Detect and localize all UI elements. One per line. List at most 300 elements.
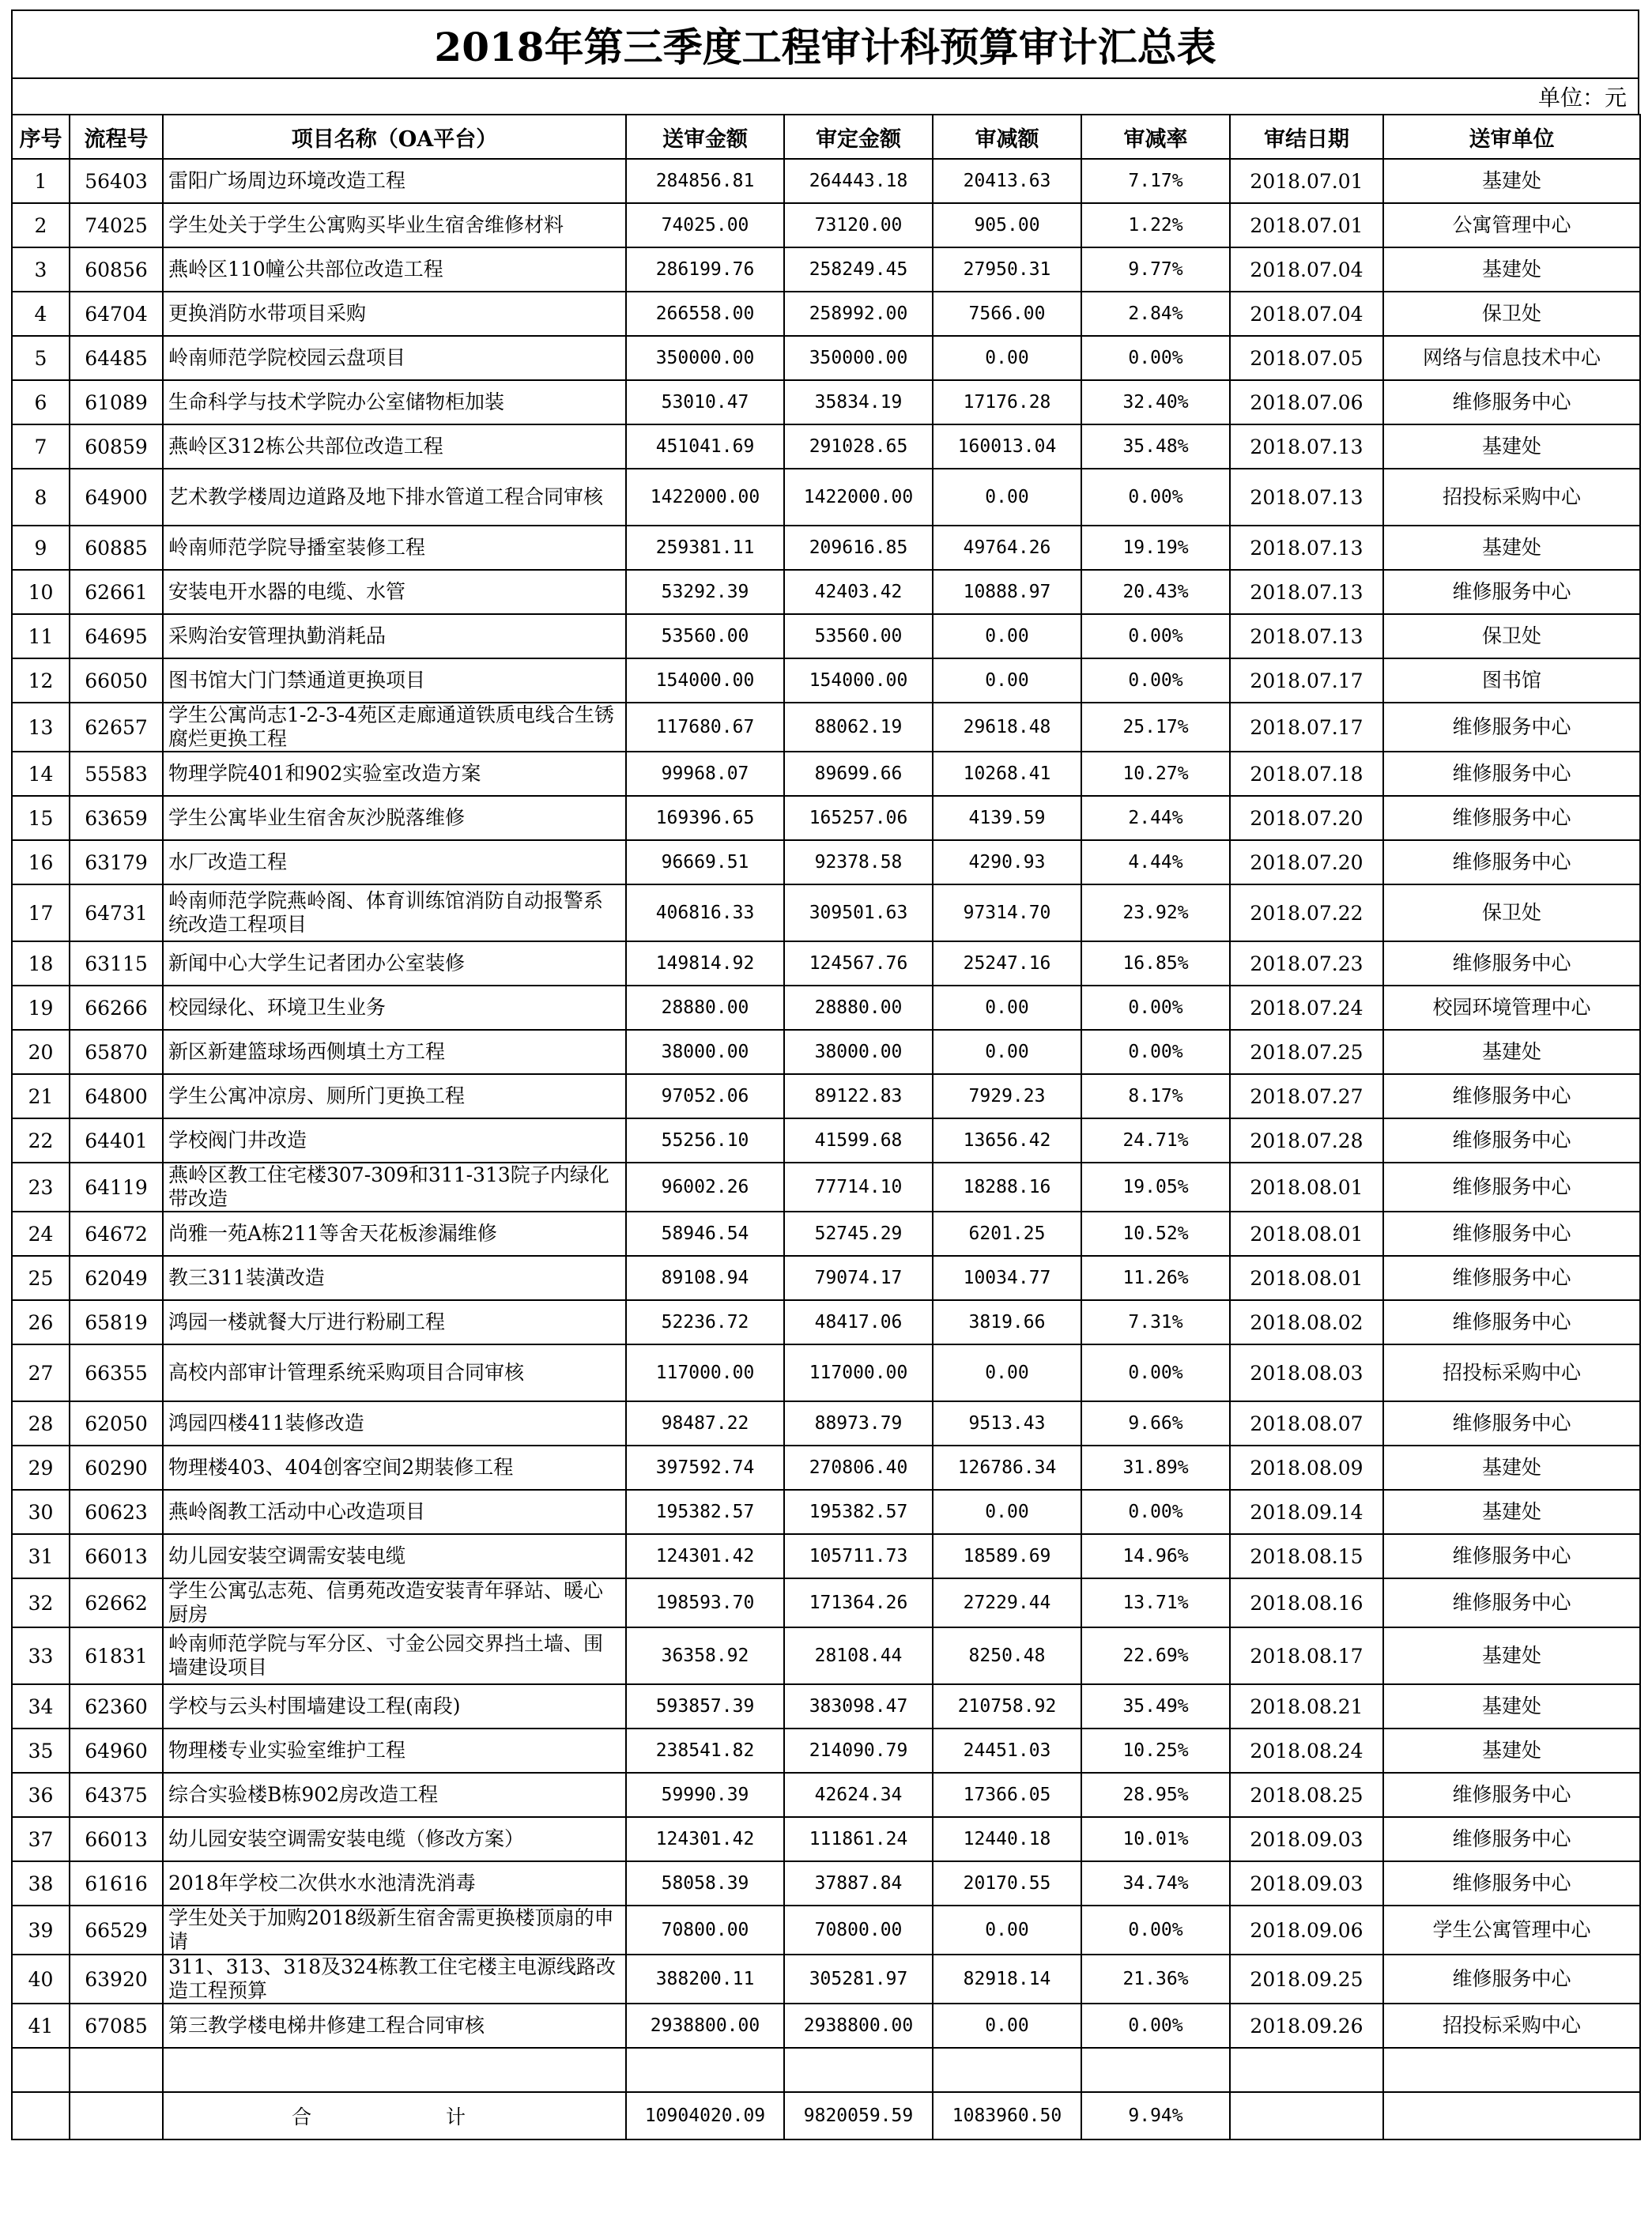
- table-row: [12, 1401, 1640, 1446]
- cell-reduction-rate: 28.95%: [1081, 1773, 1230, 1817]
- cell-flow-no: 64375: [70, 1773, 163, 1817]
- cell-submitted-amount: 286199.76: [626, 247, 784, 292]
- cell-project-name: 岭南师范学院与军分区、寸金公园交界挡土墙、围墙建设项目: [163, 1627, 626, 1684]
- cell-flow-no: 65819: [70, 1300, 163, 1344]
- cell-seq: 7: [12, 424, 70, 469]
- cell-submitted-amount: 52236.72: [626, 1300, 784, 1344]
- total-approved: 9820059.59: [784, 2092, 933, 2139]
- cell-seq: 29: [12, 1446, 70, 1490]
- cell-flow-no: 63115: [70, 941, 163, 986]
- cell-audit-date: 2018.09.25: [1230, 1955, 1383, 2004]
- cell-submitting-unit: 维修服务中心: [1383, 570, 1640, 614]
- cell-submitting-unit: 基建处: [1383, 1729, 1640, 1773]
- table-row: [12, 1256, 1640, 1300]
- cell-seq: 13: [12, 703, 70, 752]
- cell-submitting-unit: 招投标采购中心: [1383, 469, 1640, 526]
- cell-submitting-unit: 维修服务中心: [1383, 1578, 1640, 1627]
- cell-seq: 14: [12, 752, 70, 796]
- cell-flow-no: 66050: [70, 658, 163, 703]
- cell-reduction-amount: 0.00: [933, 336, 1081, 380]
- cell-seq: 5: [12, 336, 70, 380]
- cell-submitting-unit: 维修服务中心: [1383, 1212, 1640, 1256]
- cell-reduction-rate: 0.00%: [1081, 658, 1230, 703]
- cell-seq: 1: [12, 159, 70, 203]
- cell-flow-no: 64900: [70, 469, 163, 526]
- cell-audit-date: 2018.07.20: [1230, 796, 1383, 840]
- cell-project-name: 新闻中心大学生记者团办公室装修: [163, 941, 626, 986]
- cell-approved-amount: 2938800.00: [784, 2004, 933, 2048]
- cell-audit-date: 2018.07.13: [1230, 526, 1383, 570]
- cell-approved-amount: 41599.68: [784, 1118, 933, 1163]
- cell-submitting-unit: 维修服务中心: [1383, 1300, 1640, 1344]
- cell-project-name: 岭南师范学院导播室装修工程: [163, 526, 626, 570]
- cell-seq: 27: [12, 1344, 70, 1401]
- cell-reduction-amount: 7929.23: [933, 1074, 1081, 1118]
- cell-reduction-amount: 20413.63: [933, 159, 1081, 203]
- cell-seq: 40: [12, 1955, 70, 2004]
- table-body: [12, 159, 1640, 2048]
- header-reduction-rate: 审减率: [1081, 115, 1230, 159]
- cell-approved-amount: 77714.10: [784, 1163, 933, 1212]
- cell-approved-amount: 35834.19: [784, 380, 933, 424]
- cell-project-name: 鸿园一楼就餐大厅进行粉刷工程: [163, 1300, 626, 1344]
- cell-approved-amount: 171364.26: [784, 1578, 933, 1627]
- table-row: [12, 658, 1640, 703]
- cell-reduction-rate: 19.19%: [1081, 526, 1230, 570]
- cell-reduction-rate: 35.49%: [1081, 1684, 1230, 1729]
- empty-cell: [163, 2048, 626, 2092]
- cell-reduction-rate: 9.77%: [1081, 247, 1230, 292]
- cell-reduction-amount: 0.00: [933, 1490, 1081, 1534]
- cell-audit-date: 2018.09.03: [1230, 1817, 1383, 1861]
- cell-approved-amount: 70800.00: [784, 1906, 933, 1955]
- cell-submitted-amount: 284856.81: [626, 159, 784, 203]
- cell-submitted-amount: 96669.51: [626, 840, 784, 884]
- table-row: [12, 247, 1640, 292]
- cell-flow-no: 64800: [70, 1074, 163, 1118]
- cell-seq: 26: [12, 1300, 70, 1344]
- cell-seq: 18: [12, 941, 70, 986]
- cell-audit-date: 2018.08.21: [1230, 1684, 1383, 1729]
- cell-submitted-amount: 117680.67: [626, 703, 784, 752]
- cell-project-name: 学生处关于加购2018级新生宿舍需更换楼顶扇的申请: [163, 1906, 626, 1955]
- cell-submitting-unit: 维修服务中心: [1383, 1955, 1640, 2004]
- cell-reduction-amount: 4290.93: [933, 840, 1081, 884]
- cell-reduction-rate: 0.00%: [1081, 469, 1230, 526]
- table-row: [12, 1627, 1640, 1684]
- cell-seq: 4: [12, 292, 70, 336]
- cell-approved-amount: 53560.00: [784, 614, 933, 658]
- cell-reduction-amount: 0.00: [933, 469, 1081, 526]
- cell-reduction-rate: 8.17%: [1081, 1074, 1230, 1118]
- cell-submitting-unit: 维修服务中心: [1383, 1817, 1640, 1861]
- cell-flow-no: 62662: [70, 1578, 163, 1627]
- cell-reduction-amount: 27950.31: [933, 247, 1081, 292]
- table-row: [12, 796, 1640, 840]
- cell-submitted-amount: 388200.11: [626, 1955, 784, 2004]
- total-empty-cell: [1383, 2092, 1640, 2139]
- cell-submitting-unit: 保卫处: [1383, 884, 1640, 941]
- cell-reduction-rate: 10.25%: [1081, 1729, 1230, 1773]
- header-reduction-amount: 审减额: [933, 115, 1081, 159]
- table-row: [12, 1955, 1640, 2004]
- cell-audit-date: 2018.07.17: [1230, 703, 1383, 752]
- cell-flow-no: 66013: [70, 1534, 163, 1578]
- cell-submitted-amount: 117000.00: [626, 1344, 784, 1401]
- cell-audit-date: 2018.07.06: [1230, 380, 1383, 424]
- cell-reduction-amount: 0.00: [933, 1030, 1081, 1074]
- cell-reduction-rate: 34.74%: [1081, 1861, 1230, 1906]
- cell-project-name: 图书馆大门门禁通道更换项目: [163, 658, 626, 703]
- cell-submitting-unit: 维修服务中心: [1383, 1256, 1640, 1300]
- total-reduction: 1083960.50: [933, 2092, 1081, 2139]
- cell-submitted-amount: 97052.06: [626, 1074, 784, 1118]
- cell-audit-date: 2018.08.24: [1230, 1729, 1383, 1773]
- table-row: [12, 614, 1640, 658]
- cell-reduction-rate: 25.17%: [1081, 703, 1230, 752]
- cell-flow-no: 63659: [70, 796, 163, 840]
- cell-audit-date: 2018.07.17: [1230, 658, 1383, 703]
- cell-approved-amount: 291028.65: [784, 424, 933, 469]
- cell-flow-no: 64704: [70, 292, 163, 336]
- cell-seq: 31: [12, 1534, 70, 1578]
- cell-approved-amount: 264443.18: [784, 159, 933, 203]
- cell-flow-no: 61831: [70, 1627, 163, 1684]
- table-row: [12, 159, 1640, 203]
- cell-approved-amount: 79074.17: [784, 1256, 933, 1300]
- cell-submitting-unit: 保卫处: [1383, 292, 1640, 336]
- cell-seq: 12: [12, 658, 70, 703]
- cell-flow-no: 66266: [70, 986, 163, 1030]
- table-row: [12, 1684, 1640, 1729]
- table-row: [12, 1446, 1640, 1490]
- cell-reduction-rate: 0.00%: [1081, 614, 1230, 658]
- cell-seq: 36: [12, 1773, 70, 1817]
- cell-audit-date: 2018.07.28: [1230, 1118, 1383, 1163]
- cell-flow-no: 64119: [70, 1163, 163, 1212]
- cell-reduction-rate: 0.00%: [1081, 986, 1230, 1030]
- cell-submitted-amount: 38000.00: [626, 1030, 784, 1074]
- cell-reduction-rate: 16.85%: [1081, 941, 1230, 986]
- cell-submitted-amount: 195382.57: [626, 1490, 784, 1534]
- cell-submitting-unit: 维修服务中心: [1383, 1074, 1640, 1118]
- cell-audit-date: 2018.07.25: [1230, 1030, 1383, 1074]
- cell-seq: 3: [12, 247, 70, 292]
- cell-submitted-amount: 2938800.00: [626, 2004, 784, 2048]
- cell-flow-no: 66529: [70, 1906, 163, 1955]
- cell-flow-no: 66355: [70, 1344, 163, 1401]
- cell-audit-date: 2018.07.22: [1230, 884, 1383, 941]
- empty-cell: [1383, 2048, 1640, 2092]
- cell-reduction-rate: 10.01%: [1081, 1817, 1230, 1861]
- table-row: [12, 752, 1640, 796]
- cell-audit-date: 2018.08.09: [1230, 1446, 1383, 1490]
- cell-project-name: 物理楼专业实验室维护工程: [163, 1729, 626, 1773]
- cell-approved-amount: 42403.42: [784, 570, 933, 614]
- table-row: [12, 884, 1640, 941]
- cell-submitted-amount: 36358.92: [626, 1627, 784, 1684]
- table-row: [12, 469, 1640, 526]
- cell-project-name: 水厂改造工程: [163, 840, 626, 884]
- cell-approved-amount: 38000.00: [784, 1030, 933, 1074]
- cell-project-name: 校园绿化、环境卫生业务: [163, 986, 626, 1030]
- cell-approved-amount: 214090.79: [784, 1729, 933, 1773]
- header-submitted-amount: 送审金额: [626, 115, 784, 159]
- cell-reduction-rate: 32.40%: [1081, 380, 1230, 424]
- cell-seq: 6: [12, 380, 70, 424]
- table-row: [12, 1030, 1640, 1074]
- cell-flow-no: 55583: [70, 752, 163, 796]
- cell-submitting-unit: 维修服务中心: [1383, 840, 1640, 884]
- cell-reduction-amount: 20170.55: [933, 1861, 1081, 1906]
- cell-approved-amount: 195382.57: [784, 1490, 933, 1534]
- cell-reduction-amount: 17366.05: [933, 1773, 1081, 1817]
- cell-reduction-amount: 49764.26: [933, 526, 1081, 570]
- cell-submitted-amount: 350000.00: [626, 336, 784, 380]
- cell-project-name: 311、313、318及324栋教工住宅楼主电源线路改造工程预算: [163, 1955, 626, 2004]
- cell-approved-amount: 383098.47: [784, 1684, 933, 1729]
- cell-audit-date: 2018.09.03: [1230, 1861, 1383, 1906]
- cell-submitting-unit: 维修服务中心: [1383, 1773, 1640, 1817]
- cell-approved-amount: 258249.45: [784, 247, 933, 292]
- cell-audit-date: 2018.07.04: [1230, 247, 1383, 292]
- cell-submitting-unit: 维修服务中心: [1383, 1401, 1640, 1446]
- cell-flow-no: 60623: [70, 1490, 163, 1534]
- cell-submitting-unit: 维修服务中心: [1383, 703, 1640, 752]
- cell-project-name: 学校阀门井改造: [163, 1118, 626, 1163]
- cell-submitted-amount: 451041.69: [626, 424, 784, 469]
- cell-flow-no: 62657: [70, 703, 163, 752]
- cell-project-name: 幼儿园安装空调需安装电缆: [163, 1534, 626, 1578]
- cell-project-name: 物理楼403、404创客空间2期装修工程: [163, 1446, 626, 1490]
- cell-seq: 38: [12, 1861, 70, 1906]
- table-row: [12, 1300, 1640, 1344]
- cell-project-name: 采购治安管理执勤消耗品: [163, 614, 626, 658]
- cell-reduction-amount: 10034.77: [933, 1256, 1081, 1300]
- cell-flow-no: 56403: [70, 159, 163, 203]
- cell-approved-amount: 88973.79: [784, 1401, 933, 1446]
- cell-audit-date: 2018.08.16: [1230, 1578, 1383, 1627]
- empty-cell: [70, 2048, 163, 2092]
- cell-approved-amount: 209616.85: [784, 526, 933, 570]
- cell-reduction-amount: 24451.03: [933, 1729, 1081, 1773]
- cell-project-name: 学生公寓尚志1-2-3-4苑区走廊通道铁质电线合生锈腐烂更换工程: [163, 703, 626, 752]
- cell-submitted-amount: 1422000.00: [626, 469, 784, 526]
- cell-submitting-unit: 基建处: [1383, 1490, 1640, 1534]
- cell-seq: 22: [12, 1118, 70, 1163]
- cell-flow-no: 67085: [70, 2004, 163, 2048]
- cell-reduction-rate: 0.00%: [1081, 1906, 1230, 1955]
- total-rate: 9.94%: [1081, 2092, 1230, 2139]
- cell-project-name: 燕岭阁教工活动中心改造项目: [163, 1490, 626, 1534]
- empty-cell: [1230, 2048, 1383, 2092]
- cell-submitted-amount: 89108.94: [626, 1256, 784, 1300]
- table-row: [12, 1212, 1640, 1256]
- audit-summary-table: [11, 114, 1641, 2140]
- total-label: 合 计: [163, 2092, 626, 2139]
- cell-submitting-unit: 维修服务中心: [1383, 941, 1640, 986]
- table-row: [12, 986, 1640, 1030]
- cell-approved-amount: 48417.06: [784, 1300, 933, 1344]
- cell-seq: 20: [12, 1030, 70, 1074]
- cell-audit-date: 2018.09.14: [1230, 1490, 1383, 1534]
- cell-reduction-amount: 0.00: [933, 1906, 1081, 1955]
- cell-submitted-amount: 53560.00: [626, 614, 784, 658]
- cell-flow-no: 60859: [70, 424, 163, 469]
- cell-submitted-amount: 98487.22: [626, 1401, 784, 1446]
- table-row: [12, 203, 1640, 247]
- cell-seq: 41: [12, 2004, 70, 2048]
- cell-audit-date: 2018.07.13: [1230, 570, 1383, 614]
- total-row: [12, 2092, 1640, 2139]
- cell-submitting-unit: 维修服务中心: [1383, 1118, 1640, 1163]
- table-row: [12, 380, 1640, 424]
- cell-project-name: 学生公寓毕业生宿舍灰沙脱落维修: [163, 796, 626, 840]
- cell-flow-no: 62049: [70, 1256, 163, 1300]
- cell-project-name: 岭南师范学院燕岭阁、体育训练馆消防自动报警系统改造工程项目: [163, 884, 626, 941]
- cell-submitted-amount: 96002.26: [626, 1163, 784, 1212]
- empty-cell: [1081, 2048, 1230, 2092]
- cell-approved-amount: 117000.00: [784, 1344, 933, 1401]
- table-row: [12, 570, 1640, 614]
- cell-project-name: 燕岭区312栋公共部位改造工程: [163, 424, 626, 469]
- cell-project-name: 生命科学与技术学院办公室储物柜加装: [163, 380, 626, 424]
- cell-audit-date: 2018.07.23: [1230, 941, 1383, 986]
- cell-reduction-amount: 18589.69: [933, 1534, 1081, 1578]
- cell-seq: 19: [12, 986, 70, 1030]
- cell-submitting-unit: 基建处: [1383, 1627, 1640, 1684]
- cell-audit-date: 2018.07.20: [1230, 840, 1383, 884]
- table-row: [12, 1118, 1640, 1163]
- cell-reduction-amount: 29618.48: [933, 703, 1081, 752]
- cell-audit-date: 2018.08.03: [1230, 1344, 1383, 1401]
- cell-seq: 28: [12, 1401, 70, 1446]
- total-empty-cell: [12, 2092, 70, 2139]
- cell-project-name: 物理学院401和902实验室改造方案: [163, 752, 626, 796]
- cell-audit-date: 2018.07.18: [1230, 752, 1383, 796]
- cell-reduction-rate: 7.31%: [1081, 1300, 1230, 1344]
- cell-submitted-amount: 70800.00: [626, 1906, 784, 1955]
- cell-reduction-amount: 6201.25: [933, 1212, 1081, 1256]
- cell-reduction-amount: 905.00: [933, 203, 1081, 247]
- cell-project-name: 燕岭区教工住宅楼307-309和311-313院子内绿化带改造: [163, 1163, 626, 1212]
- cell-submitted-amount: 53010.47: [626, 380, 784, 424]
- table-row: [12, 336, 1640, 380]
- cell-submitting-unit: 基建处: [1383, 424, 1640, 469]
- cell-flow-no: 62360: [70, 1684, 163, 1729]
- cell-submitted-amount: 58058.39: [626, 1861, 784, 1906]
- cell-project-name: 学校与云头村围墙建设工程(南段): [163, 1684, 626, 1729]
- cell-flow-no: 62050: [70, 1401, 163, 1446]
- cell-reduction-rate: 9.66%: [1081, 1401, 1230, 1446]
- cell-project-name: 新区新建篮球场西侧填土方工程: [163, 1030, 626, 1074]
- cell-reduction-rate: 1.22%: [1081, 203, 1230, 247]
- cell-audit-date: 2018.09.26: [1230, 2004, 1383, 2048]
- cell-reduction-amount: 10268.41: [933, 752, 1081, 796]
- cell-project-name: 艺术教学楼周边道路及地下排水管道工程合同审核: [163, 469, 626, 526]
- cell-approved-amount: 89122.83: [784, 1074, 933, 1118]
- cell-submitting-unit: 招投标采购中心: [1383, 2004, 1640, 2048]
- cell-submitted-amount: 59990.39: [626, 1773, 784, 1817]
- cell-submitted-amount: 58946.54: [626, 1212, 784, 1256]
- cell-reduction-amount: 0.00: [933, 986, 1081, 1030]
- cell-reduction-rate: 0.00%: [1081, 336, 1230, 380]
- cell-submitting-unit: 维修服务中心: [1383, 1534, 1640, 1578]
- cell-submitted-amount: 74025.00: [626, 203, 784, 247]
- cell-audit-date: 2018.07.27: [1230, 1074, 1383, 1118]
- cell-project-name: 第三教学楼电梯井修建工程合同审核: [163, 2004, 626, 2048]
- cell-submitting-unit: 维修服务中心: [1383, 1163, 1640, 1212]
- cell-project-name: 雷阳广场周边环境改造工程: [163, 159, 626, 203]
- cell-reduction-amount: 0.00: [933, 1344, 1081, 1401]
- cell-approved-amount: 1422000.00: [784, 469, 933, 526]
- empty-cell: [12, 2048, 70, 2092]
- table-row: [12, 1163, 1640, 1212]
- cell-reduction-rate: 35.48%: [1081, 424, 1230, 469]
- cell-approved-amount: 305281.97: [784, 1955, 933, 2004]
- header-submitting-unit: 送审单位: [1383, 115, 1640, 159]
- cell-approved-amount: 73120.00: [784, 203, 933, 247]
- cell-reduction-amount: 82918.14: [933, 1955, 1081, 2004]
- cell-seq: 35: [12, 1729, 70, 1773]
- table-row: [12, 424, 1640, 469]
- cell-reduction-rate: 19.05%: [1081, 1163, 1230, 1212]
- empty-cell: [784, 2048, 933, 2092]
- cell-flow-no: 64695: [70, 614, 163, 658]
- cell-submitting-unit: 基建处: [1383, 247, 1640, 292]
- cell-audit-date: 2018.07.01: [1230, 159, 1383, 203]
- header-audit-date: 审结日期: [1230, 115, 1383, 159]
- cell-project-name: 尚雅一苑A栋211等舍天花板渗漏维修: [163, 1212, 626, 1256]
- cell-approved-amount: 154000.00: [784, 658, 933, 703]
- cell-flow-no: 64485: [70, 336, 163, 380]
- header-approved-amount: 审定金额: [784, 115, 933, 159]
- cell-project-name: 安装电开水器的电缆、水管: [163, 570, 626, 614]
- cell-submitting-unit: 维修服务中心: [1383, 752, 1640, 796]
- header-flow-no: 流程号: [70, 115, 163, 159]
- table-row: [12, 1578, 1640, 1627]
- cell-audit-date: 2018.07.24: [1230, 986, 1383, 1030]
- cell-audit-date: 2018.07.04: [1230, 292, 1383, 336]
- cell-audit-date: 2018.07.13: [1230, 614, 1383, 658]
- cell-seq: 8: [12, 469, 70, 526]
- cell-reduction-rate: 0.00%: [1081, 2004, 1230, 2048]
- empty-row: [12, 2048, 1640, 2092]
- cell-submitting-unit: 网络与信息技术中心: [1383, 336, 1640, 380]
- cell-flow-no: 62661: [70, 570, 163, 614]
- cell-project-name: 鸿园四楼411装修改造: [163, 1401, 626, 1446]
- cell-approved-amount: 105711.73: [784, 1534, 933, 1578]
- cell-flow-no: 64672: [70, 1212, 163, 1256]
- cell-reduction-amount: 160013.04: [933, 424, 1081, 469]
- cell-project-name: 综合实验楼B栋902房改造工程: [163, 1773, 626, 1817]
- cell-reduction-rate: 0.00%: [1081, 1030, 1230, 1074]
- table-row: [12, 2004, 1640, 2048]
- cell-seq: 39: [12, 1906, 70, 1955]
- cell-seq: 2: [12, 203, 70, 247]
- cell-submitted-amount: 259381.11: [626, 526, 784, 570]
- cell-flow-no: 74025: [70, 203, 163, 247]
- cell-reduction-rate: 20.43%: [1081, 570, 1230, 614]
- cell-approved-amount: 270806.40: [784, 1446, 933, 1490]
- cell-reduction-amount: 3819.66: [933, 1300, 1081, 1344]
- cell-project-name: 2018年学校二次供水水池清洗消毒: [163, 1861, 626, 1906]
- cell-audit-date: 2018.08.02: [1230, 1300, 1383, 1344]
- spreadsheet: [11, 9, 1639, 2140]
- cell-project-name: 更换消防水带项目采购: [163, 292, 626, 336]
- header-project-name: 项目名称（OA平台）: [163, 115, 626, 159]
- cell-seq: 10: [12, 570, 70, 614]
